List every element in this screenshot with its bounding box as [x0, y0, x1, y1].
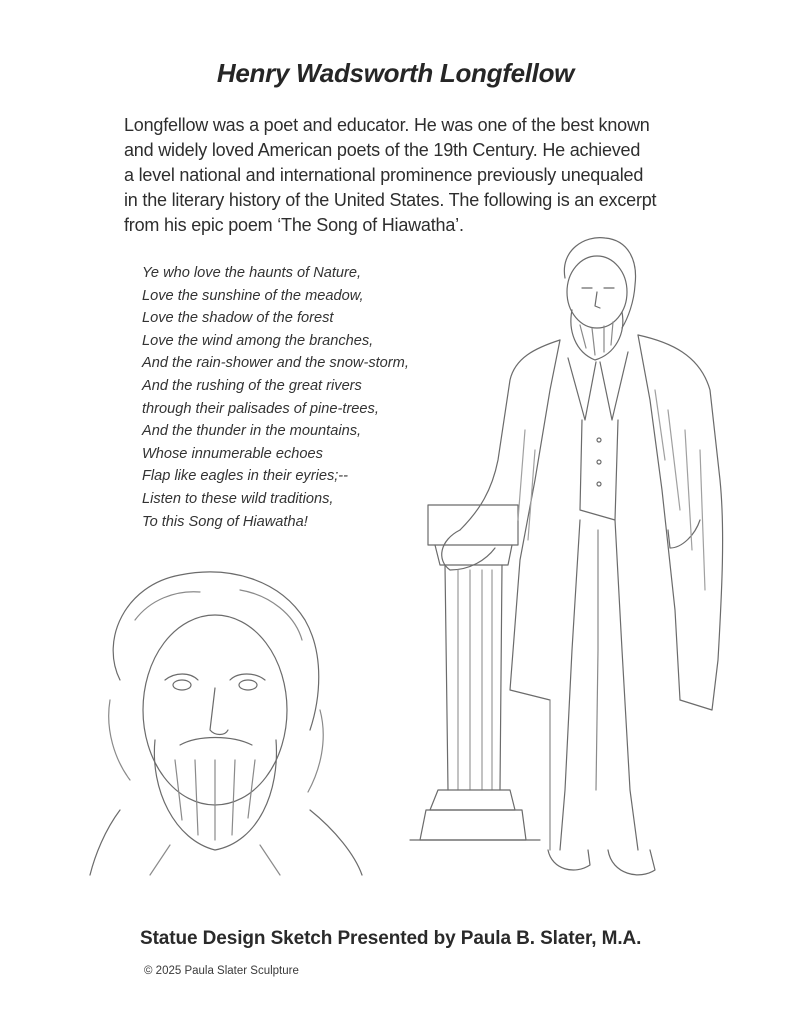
intro-line: Longfellow was a poet and educator. He was one of the best known — [124, 115, 650, 135]
intro-paragraph — [124, 113, 684, 238]
copyright-notice: © 2025 Paula Slater Sculpture — [144, 965, 299, 977]
poem-line: Flap like eagles in their eyries;-- — [142, 468, 349, 485]
page-title: Henry Wadsworth Longfellow — [216, 58, 575, 88]
poem-line: Ye who love the haunts of Nature, — [142, 265, 362, 281]
poem-line: And the thunder in the mountains, — [142, 423, 362, 440]
poem-line: To this Song of Hiawatha! — [142, 513, 308, 530]
statue-sketch — [400, 230, 740, 920]
footer-credit: Statue Design Sketch Presented by Paula B. Slater, M.A. — [140, 928, 642, 949]
poem-line: Whose innumerable echoes — [142, 445, 323, 462]
intro-line: from his epic poem ‘The Song of Hiawatha’. — [124, 215, 464, 235]
poem-line: And the rushing of the great rivers — [142, 377, 362, 394]
poem-line: Love the wind among the branches, — [142, 332, 374, 349]
portrait-sketch — [80, 560, 370, 880]
poem-line: And the rain-shower and the snow-storm, — [142, 355, 409, 372]
poem-line: through their palisades of pine-trees, — [142, 400, 379, 417]
intro-line: a level national and international prominence previously unequaled — [124, 165, 644, 185]
poem-line: Listen to these wild traditions, — [142, 490, 334, 507]
poem-line: Love the sunshine of the meadow, — [142, 287, 364, 304]
poem-line: Love the shadow of the forest — [142, 310, 334, 327]
intro-line: and widely loved American poets of the 19th Century. He achieved — [124, 140, 641, 160]
intro-line: in the literary history of the United States. The following is an excerpt — [124, 190, 657, 210]
